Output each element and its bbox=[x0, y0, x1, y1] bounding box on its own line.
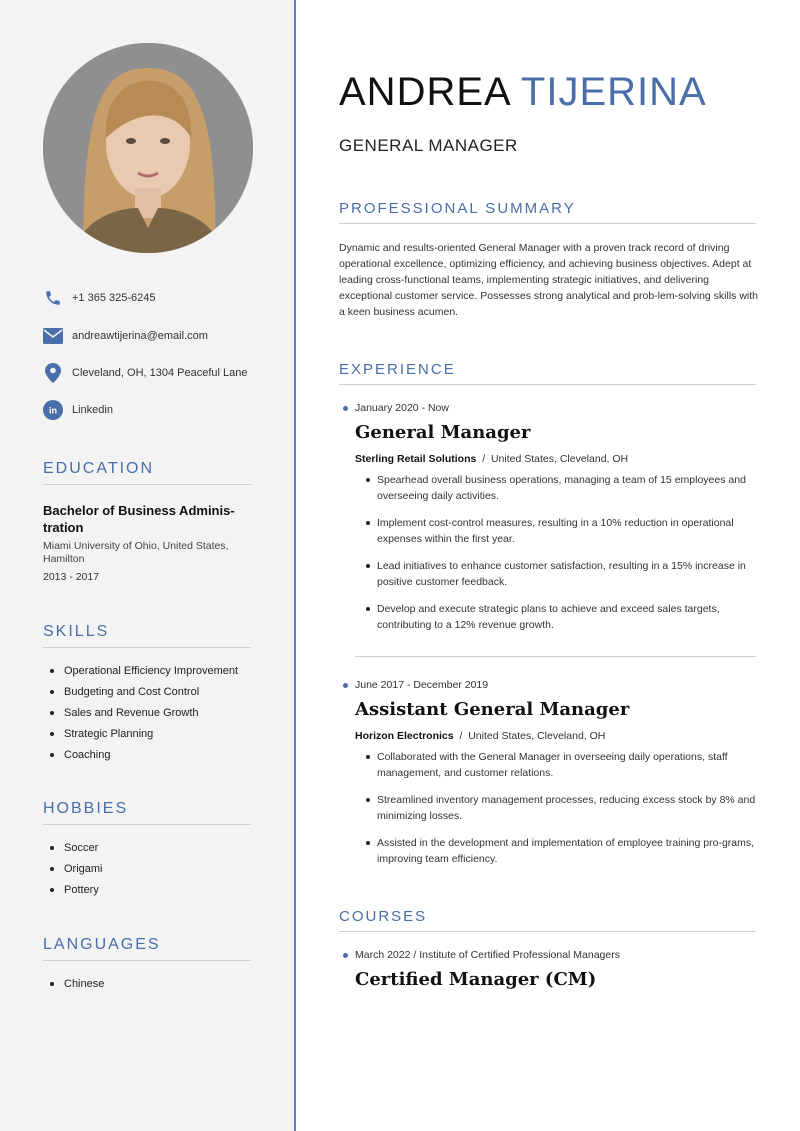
languages-list bbox=[50, 977, 104, 998]
full-name bbox=[339, 68, 707, 116]
hobbies-heading: HOBBIES bbox=[43, 800, 251, 825]
skill-item: Strategic Planning bbox=[50, 727, 238, 748]
job-bullet: Lead initiatives to enhance customer satisfaction, resulting in a 15% increase in positive customer feedback. bbox=[366, 558, 771, 590]
company-separator: / bbox=[459, 730, 463, 742]
job-dates bbox=[343, 679, 488, 691]
job-bullets bbox=[366, 749, 771, 878]
sidebar bbox=[0, 0, 296, 1131]
last-name: TIJERINA bbox=[520, 70, 707, 114]
hobbies-list bbox=[50, 841, 103, 904]
hobby-item: Soccer bbox=[50, 841, 103, 862]
education-heading: EDUCATION bbox=[43, 460, 251, 485]
skill-item: Operational Efficiency Improvement bbox=[50, 664, 238, 685]
education-years: 2013 - 2017 bbox=[43, 571, 100, 583]
timeline-dot bbox=[343, 953, 348, 958]
phone-text: +1 365 325-6245 bbox=[72, 292, 156, 304]
job-bullets bbox=[366, 472, 771, 644]
contact-email bbox=[43, 326, 208, 346]
course-separator: / bbox=[413, 949, 417, 961]
job-title: General Manager bbox=[355, 422, 531, 443]
company-name: Sterling Retail Solutions bbox=[355, 453, 477, 465]
linkedin-link[interactable]: Linkedin bbox=[72, 404, 113, 416]
location-pin-icon bbox=[43, 363, 63, 383]
skill-item: Sales and Revenue Growth bbox=[50, 706, 238, 727]
course-institution: Institute of Certified Professional Managers bbox=[419, 949, 620, 961]
job-bullet: Streamlined inventory management processes, reducing excess stock by 8% and minimizing losses. bbox=[366, 792, 771, 824]
languages-heading: LANGUAGES bbox=[43, 936, 251, 961]
skills-list bbox=[50, 664, 238, 769]
job-dates-text: June 2017 - December 2019 bbox=[355, 679, 489, 691]
timeline-dot bbox=[343, 406, 348, 411]
course-title: Certified Manager (CM) bbox=[355, 969, 597, 990]
job-title: Assistant General Manager bbox=[355, 699, 630, 720]
company-location: United States, Cleveland, OH bbox=[468, 730, 606, 742]
phone-icon bbox=[43, 288, 63, 308]
language-item: Chinese bbox=[50, 977, 104, 998]
contact-address bbox=[43, 363, 248, 383]
job-bullet: Assisted in the development and implementation of employee training pro-grams, improving team efficiency. bbox=[366, 835, 771, 867]
linkedin-badge-text: in bbox=[49, 405, 57, 416]
company-separator: / bbox=[482, 453, 486, 465]
education-school bbox=[43, 540, 229, 566]
job-dates-text: January 2020 - Now bbox=[355, 402, 449, 414]
degree-line1: Bachelor of Business Adminis- bbox=[43, 503, 235, 518]
company-location: United States, Cleveland, OH bbox=[490, 453, 629, 465]
course-meta bbox=[343, 949, 620, 961]
contact-phone bbox=[43, 288, 156, 308]
courses-heading: COURSES bbox=[339, 908, 756, 932]
hobby-item: Pottery bbox=[50, 883, 103, 904]
address-text: Cleveland, OH, 1304 Peaceful Lane bbox=[72, 367, 248, 379]
job-bullet: Spearhead overall business operations, managing a team of 15 employees and overseeing daily activities. bbox=[366, 472, 771, 504]
skill-item: Budgeting and Cost Control bbox=[50, 685, 238, 706]
skill-item: Coaching bbox=[50, 748, 238, 769]
job-bullet: Implement cost-control measures, resulting in a 10% reduction in operational expenses within the first year. bbox=[366, 515, 771, 547]
linkedin-icon bbox=[43, 400, 63, 420]
summary-text: Dynamic and results-oriented General Manager with a proven track record of driving operational excellence, optimizing efficiency, and achieving business objectives. Adept at leading cross-functional teams, implementing strategic initiatives, and delivering exceptional customer service. Possesses strong analytical and prob-lem-solving skills with a keen business acumen. bbox=[339, 242, 759, 318]
job-bullet: Collaborated with the General Manager in overseeing daily operations, staff management, and customer relations. bbox=[366, 749, 771, 781]
degree-line2: tration bbox=[43, 520, 84, 535]
summary-heading: PROFESSIONAL SUMMARY bbox=[339, 200, 756, 224]
job-divider bbox=[355, 656, 756, 657]
education-degree bbox=[43, 502, 235, 536]
job-bullet: Develop and execute strategic plans to achieve and exceed sales targets, contributing to a 12% revenue growth. bbox=[366, 601, 771, 633]
mail-icon bbox=[43, 326, 63, 346]
school-line1: Miami University of Ohio, United States, bbox=[43, 540, 229, 552]
profile-photo bbox=[43, 43, 253, 253]
email-text: andreawtijerina@email.com bbox=[72, 330, 208, 342]
job-dates bbox=[343, 402, 449, 414]
skills-heading: SKILLS bbox=[43, 623, 251, 648]
first-name: ANDREA bbox=[339, 70, 510, 114]
company-name: Horizon Electronics bbox=[355, 730, 454, 742]
school-line2: Hamilton bbox=[43, 553, 85, 565]
experience-heading: EXPERIENCE bbox=[339, 361, 756, 385]
job-role: GENERAL MANAGER bbox=[339, 136, 518, 155]
hobby-item: Origami bbox=[50, 862, 103, 883]
job-company bbox=[355, 453, 628, 465]
course-date: March 2022 bbox=[355, 949, 411, 961]
contact-linkedin[interactable] bbox=[43, 400, 113, 420]
job-company bbox=[355, 730, 605, 742]
timeline-dot bbox=[343, 683, 348, 688]
